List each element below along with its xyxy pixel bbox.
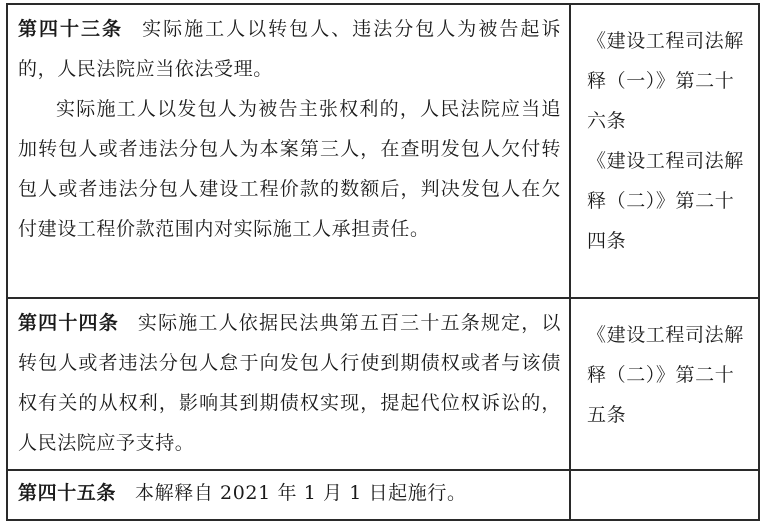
- article-number: 第四十三条: [18, 18, 124, 40]
- article-paragraph: [18, 9, 561, 89]
- provisions-table: [6, 3, 760, 521]
- article-paragraph: 实际施工人以发包人为被告主张权利的，人民法院应当追加转包人或者违法分包人为本案第三人，在查明发包人欠付转包人或者违法分包人建设工程价款的数额后，判决发包人在欠付建设工程价款范围内对实际施工人承担责任。: [18, 98, 561, 240]
- reference-item: 《建设工程司法解释（二）》第二十四条: [587, 150, 744, 252]
- article-cell: [7, 298, 570, 470]
- article-text: 实际施工人依据民法典第五百三十五条规定，以转包人或者违法分包人怠于向发包人行使到期债权或者与该债权有关的从权利，影响其到期债权实现，提起代位权诉讼的，人民法院应予支持。: [18, 312, 561, 454]
- table-row: [7, 470, 759, 520]
- article-paragraph: [18, 473, 561, 513]
- table-row: [7, 298, 759, 470]
- article-cell: [7, 470, 570, 520]
- reference-cell: [570, 470, 759, 520]
- article-text: 实际施工人以转包人、违法分包人为被告起诉的，人民法院应当依法受理。: [18, 18, 561, 80]
- reference-item: 《建设工程司法解释（一）》第二十六条: [587, 30, 744, 132]
- reference-item: 《建设工程司法解释（二）》第二十五条: [587, 324, 744, 426]
- article-number: 第四十四条: [18, 312, 119, 334]
- article-number: 第四十五条: [18, 482, 117, 504]
- reference-cell: [570, 298, 759, 470]
- article-text: 本解释自 2021 年 1 月 1 日起施行。: [135, 482, 467, 504]
- article-cell: [7, 4, 570, 298]
- article-paragraph: [18, 303, 561, 463]
- table-row: [7, 4, 759, 298]
- reference-cell: [570, 4, 759, 298]
